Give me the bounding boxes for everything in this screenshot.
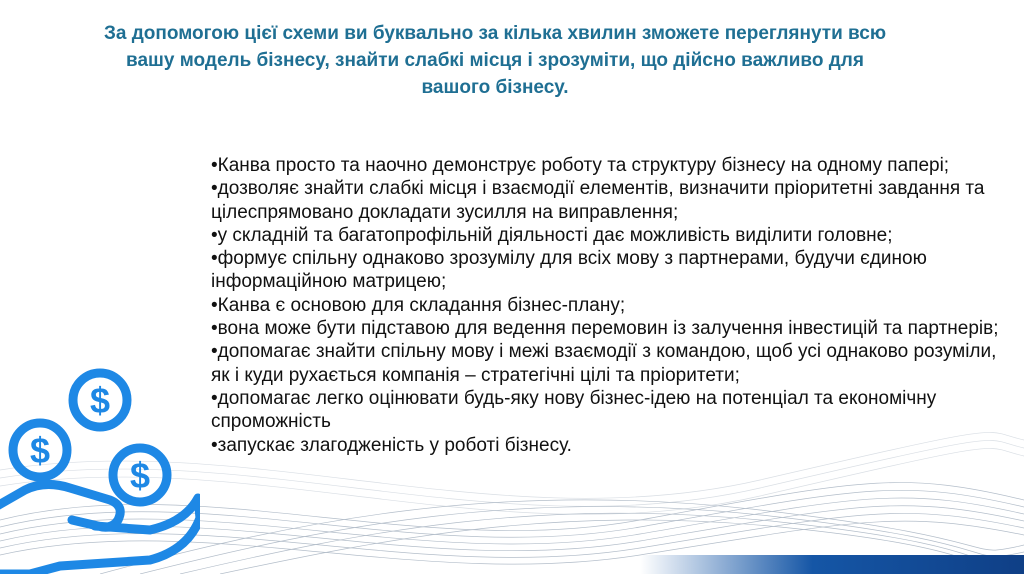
list-item: •допомагає знайти спільну мову і межі взаємодії з командою, щоб усі однаково розуміли, як і куди рухається компанія – стратегічні цілі та пріоритети; xyxy=(211,341,997,386)
heading-line-3: вашого бізнесу. xyxy=(421,77,569,98)
list-item: •допомагає легко оцінювати будь-яку нову бізнес-ідею на потенціал та економічну спроможність xyxy=(211,387,937,433)
svg-text:$: $ xyxy=(129,455,151,496)
heading-line-1: За допомогою цієї схеми ви буквально за кілька хвилин зможете переглянути всю xyxy=(103,23,887,44)
list-item: •у складній та багатопрофільній діяльності дає можливість виділити головне; xyxy=(211,224,893,246)
benefits-list xyxy=(211,154,1011,457)
list-item: •формує спільну однаково зрозумілу для всіх мову з партнерами, будучи єдиною інформаційною матрицею; xyxy=(211,248,927,293)
list-item: •Канва просто та наочно демонструє роботу та структуру бізнесу на одному папері; xyxy=(211,155,950,176)
heading-line-2: вашу модель бізнесу, знайти слабкі місця і зрозуміти, що дійсно важливо для xyxy=(126,50,864,71)
svg-text:$: $ xyxy=(29,430,51,471)
hand-outline xyxy=(0,484,200,574)
list-item: •запускає злагодженість у роботі бізнесу. xyxy=(211,434,572,456)
list-item: •вона може бути підставою для ведення перемовин із залучення інвестицій та партнерів; xyxy=(211,318,999,340)
bottom-accent-bar xyxy=(640,555,1024,574)
hand-with-coins-icon xyxy=(0,360,200,574)
page-heading xyxy=(50,20,940,101)
list-item: •дозволяє знайти слабкі місця і взаємодії елементів, визначити пріоритетні завдання та цілеспрямовано докладати зусилля на виправлення; xyxy=(211,178,985,223)
list-item: •Канва є основою для складання бізнес-плану; xyxy=(211,294,626,316)
svg-text:$: $ xyxy=(89,380,111,421)
